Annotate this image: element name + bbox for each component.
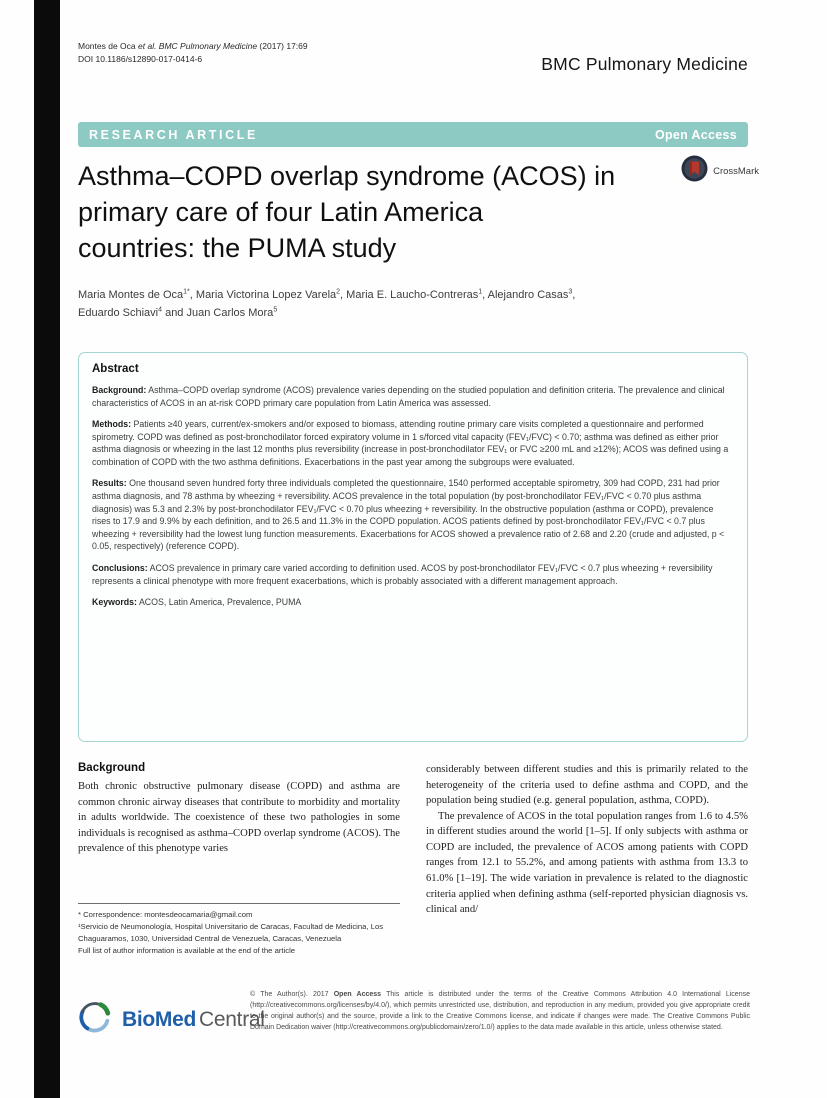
abstract-conclusions: Conclusions: ACOS prevalence in primary care varied according to definition used. ACOS by post-bronchodilator FEV₁/FVC < 0.7 plus wheezing + reversibility represents a clinical phenotype with more frequent exacerbations, which is probably associated with a different management approach. [92,562,713,586]
citation-block [78,40,308,66]
body-column-right [426,762,748,918]
correspondence-line: * Correspondence: montesdeocamaria@gmail.com [78,910,253,919]
article-type-label: RESEARCH ARTICLE [89,127,258,142]
body-paragraph: considerably between different studies and this is primarily related to the heterogeneity of the criteria used to define asthma and COPD, and the population being studied (e.g. general population, asthma, COPD). [426,764,748,807]
title-line-1: Asthma–COPD overlap syndrome (ACOS) in [78,161,616,191]
affiliation-line: ¹Servicio de Neumonología, Hospital Universitario de Caracas, Facultad de Medicina, Los Chaguaramos, 1030, Universidad Central de Venezuela, Caracas, Venezuela [78,921,384,943]
citation-line: Montes de Oca et al. BMC Pulmonary Medicine (2017) 17:69 [78,41,308,51]
open-access-label: Open Access [654,127,737,142]
article-title [78,158,615,267]
author: Eduardo Schiavi$^4$ and [78,306,187,319]
doi-line: DOI 10.1186/s12890-017-0414-6 [78,54,203,65]
author: Maria Montes de Oca$^{1*}$, [78,288,196,301]
biomed-central-wordmark: BioMed Central [122,1007,265,1031]
author: Juan Carlos Mora$^5$ [186,306,278,319]
crossmark-icon [681,155,708,187]
abstract-methods: Methods: Patients ≥40 years, current/ex-smokers and/or exposed to biomass, attending routine primary care visits completed a questionnaire and performed spirometry. COPD was defined as post-bronchodilator forced expiratory volume in 1 s/forced vital capacity (FEV₁/FVC) < 0.70; asthma was defined as either prior asthma diagnosis or wheezing in the last 12 months plus reversibility (increase in post-bronchodilator FEV₁ or FVC ≥200 mL and ≥12%); ACOS was defined using a combination of COPD with the two asthma definitions. Exacerbations in the past year among the subgroups were evaluated. [92,419,729,467]
abstract-heading: Abstract [92,363,139,375]
author: Maria E. Laucho-Contreras$^1$, [346,288,488,301]
crossmark-badge [681,155,759,187]
body-column-left [78,762,400,857]
crossmark-label: CrossMark [713,165,759,177]
body-paragraph: The prevalence of ACOS in the total population ranges from 1.6 to 4.5% in different studies around the world [1–5]. If only subjects with asthma or COPD are included, the prevalence of ACOS among patients with COPD ranges from 12.1 to 55.2%, and among patients with asthma from 13.3 to 61.0% [1–19]. The wide variation in prevalence is related to the diagnostic criteria applied when defining asthma (self-reported physician diagnosis vs. clinical and/ [426,810,748,916]
copyright-notice: © The Author(s). 2017 Open Access This article is distributed under the terms of the Creative Commons Attribution 4.0 International License (http://creativecommons.org/licenses/by/4.0/), which permits unrestricted use, distribution, and reproduction in any medium, provided you give appropriate credit to the original author(s) and the source, provide a link to the Creative Commons license, and indicate if changes were made. The Creative Commons Public Domain Dedication waiver (http://creativecommons.org/publicdomain/zero/1.0/) applies to the data made available in this article, unless otherwise stated. [250,991,750,1031]
biomed-central-logo [76,998,265,1041]
biomed-ring-icon [76,998,114,1041]
abstract-results: Results: One thousand seven hundred forty three individuals completed the questionnaire, 1540 performed acceptable spirometry, 309 had COPD, 231 had prior asthma diagnosis, and 78 asthma by wheezing + reversibility. ACOS prevalence in the total population (by post-bronchodilator FEV₁/FVC < 0.70 plus asthma diagnosis) was 5.3 and 2.3% by post-bronchodilator FEV₁/FVC < 0.70 plus wheezing + reversibility. In the obstructive population (asthma or COPD), prevalence rises to 17.9 and 9.9% by each definition, and to 26.5 and 11.3% in the COPD population. ACOS patients defined by post-bronchodilator FEV₁/FVC < 0.7 plus wheezing + reversibility had the lowest lung function measurements. Exacerbations for ACOS showed a prevalence ratio of 2.68 and 2.20 (crude and adjusted, p < 0.05, respectively) (reference COPD). [92,478,725,552]
title-line-2: primary care of four Latin America [78,197,484,228]
abstract-background: Background: Asthma–COPD overlap syndrome (ACOS) prevalence varies depending on the studied population and definition criteria. The prevalence and clinical characteristics of ACOS in an at-risk COPD primary care population from Latin America was assessed. [92,385,725,408]
abstract-box [78,352,748,742]
author: Alejandro Casas$^3$, [487,288,576,301]
author: Maria Victorina Lopez Varela$^2$, [195,288,347,301]
section-heading-background: Background [78,762,146,774]
article-type-banner [78,122,748,147]
footnote-block [78,903,400,957]
body-paragraph: Both chronic obstructive pulmonary disease (COPD) and asthma are common chronic airway diseases that contribute to morbidity and mortality in adults worldwide. The coexistence of these two pathologies in some individuals is recognised as asthma–COPD overlap syndrome (ACOS). The prevalence of this phenotype varies [78,781,400,855]
title-line-3: countries: the PUMA study [78,233,397,264]
author-list [78,286,733,323]
abstract-keywords: Keywords: ACOS, Latin America, Prevalence, PUMA [92,597,302,608]
scan-edge-bar [34,0,60,1098]
journal-name: BMC Pulmonary Medicine [541,54,748,74]
author-info-note: Full list of author information is available at the end of the article [78,945,296,955]
